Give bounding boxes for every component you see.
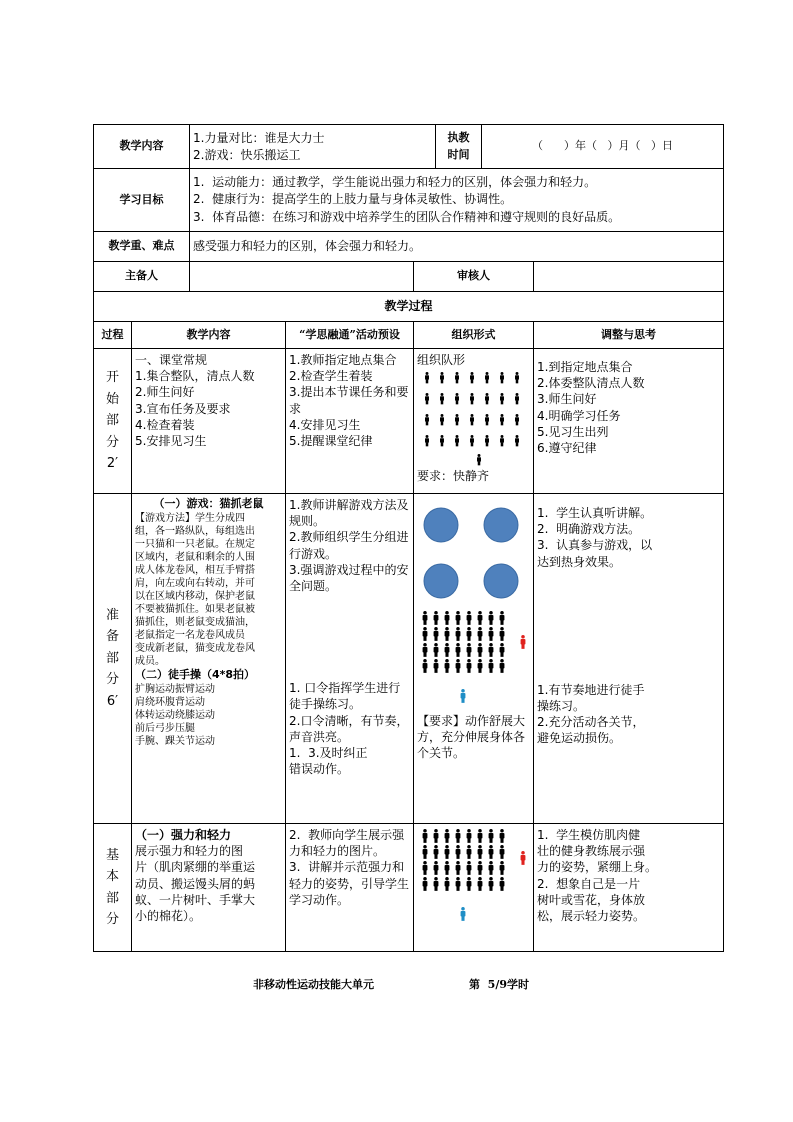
reviewer-label: 审核人	[414, 262, 534, 292]
student-figure	[500, 829, 505, 843]
student-figure	[423, 627, 428, 641]
student-figure	[440, 393, 444, 404]
process-title: 教学过程	[94, 292, 724, 322]
student-figure	[455, 414, 459, 425]
student-figure	[434, 829, 439, 843]
student-figure	[467, 829, 472, 843]
student-figure	[434, 845, 439, 859]
prep-reflection: 1. 学生认真听讲解。 2. 明确游戏方法。 3. 认真参与游戏，以 达到热身效果。 1.有节奏地进行徒手 操练习。 2.充分活动各关节， 避免运动损伤。	[534, 494, 724, 824]
student-figure	[489, 861, 494, 875]
student-figure	[445, 643, 450, 657]
prep-content	[132, 494, 286, 824]
footer-lesson: 第 5/9学时	[469, 978, 529, 991]
student-figure	[515, 414, 519, 425]
exercise-formation-diagram	[417, 609, 534, 713]
prep-activity: 1.教师讲解游戏方法及 规则。 2.教师组织学生分组进 行游戏。 3.强调游戏过程中的安 全问题。 1. 口令指挥学生进行 徒手操练习。 2.口令清晰，有节奏， 声音洪亮。 1. 3.及时纠正 错误动作。	[286, 494, 414, 824]
student-figure	[478, 861, 483, 875]
key-label: 教学重、难点	[94, 232, 190, 262]
game-area-circle	[484, 564, 518, 598]
stage-prep: 准 备 部 分 6′	[94, 494, 132, 824]
student-figure	[423, 861, 428, 875]
student-figure	[515, 435, 519, 446]
game-area-circle	[424, 508, 458, 542]
student-figure	[455, 435, 459, 446]
student-figure	[500, 861, 505, 875]
student-figure	[470, 435, 474, 446]
student-figure	[434, 611, 439, 625]
student-figure	[423, 643, 428, 657]
student-figure	[423, 829, 428, 843]
student-figure	[467, 611, 472, 625]
student-figure	[456, 877, 461, 891]
stage-start: 开 始 部 分 2′	[94, 349, 132, 494]
student-figure	[478, 627, 483, 641]
student-figure	[478, 829, 483, 843]
goals-label: 学习目标	[94, 169, 190, 232]
student-figure	[485, 414, 489, 425]
lesson-plan-table	[93, 124, 724, 952]
author-value	[190, 262, 414, 292]
student-figure	[470, 414, 474, 425]
start-organization	[414, 349, 534, 494]
game-title: （一）游戏：猫抓老鼠	[153, 497, 264, 510]
game-rules: 【游戏方法】学生分成四 组，各一路纵队，每组选出 一只猫和一只老鼠。在规定 区域内，老鼠和剩余的人围 成人体龙卷风，相互手臂搭 肩，向左或向右转动，并可 以在区域内移动，保护老鼠 不要被猫抓住。如果老鼠被 猫抓住，则老鼠变成猫油， 老鼠指定一名龙卷风成员 变成新老鼠，猫变成龙卷风 成员。	[135, 512, 255, 667]
student-figure	[478, 659, 483, 673]
student-figure	[489, 627, 494, 641]
student-figure	[445, 877, 450, 891]
basic-reflection: 1. 学生模仿肌肉健 壮的健身教练展示强 力的姿势，紧绷上身。 2. 想象自己是一片 树叶或雪花，身体放 松，展示轻力姿势。	[534, 824, 724, 952]
student-figure	[500, 611, 505, 625]
student-figure	[500, 877, 505, 891]
student-figure	[500, 643, 505, 657]
student-figure	[456, 643, 461, 657]
reviewer-value	[534, 262, 724, 292]
student-figure	[456, 861, 461, 875]
prep-org-requirement: 【要求】动作舒展大 方，充分伸展身体各 个关节。	[417, 714, 526, 761]
student-figure	[500, 372, 504, 383]
student-figure	[500, 435, 504, 446]
student-figure	[470, 393, 474, 404]
org-title: 组织队形	[417, 353, 466, 367]
student-figure	[500, 659, 505, 673]
start-content: 一、课堂常规 1.集合整队，清点人数 2.师生问好 3.宣布任务及要求 4.检查着装 5.安排见习生	[132, 349, 286, 494]
student-figure	[440, 435, 444, 446]
student-figure	[425, 414, 429, 425]
student-figure	[500, 627, 505, 641]
student-figure	[445, 861, 450, 875]
student-figure	[434, 627, 439, 641]
student-figure	[467, 643, 472, 657]
basic-organization	[414, 824, 534, 952]
student-figure	[434, 877, 439, 891]
game-area-circle	[424, 564, 458, 598]
student-figure	[478, 611, 483, 625]
student-figure	[456, 829, 461, 843]
col-content: 教学内容	[132, 322, 286, 349]
student-figure	[434, 861, 439, 875]
student-figure	[434, 659, 439, 673]
col-stage: 过程	[94, 322, 132, 349]
student-figure	[445, 845, 450, 859]
student-figure	[500, 414, 504, 425]
basic-content-title: （一）强力和轻力	[135, 828, 232, 842]
student-figure	[470, 372, 474, 383]
student-figure	[500, 393, 504, 404]
student-figure	[478, 845, 483, 859]
student-figure	[489, 659, 494, 673]
teacher-figure-blue	[461, 907, 466, 921]
student-figure	[456, 845, 461, 859]
goals-list: 1. 运动能力：通过教学，学生能说出强力和轻力的区别，体会强力和轻力。 2. 健康行为：提高学生的上肢力量与身体灵敏性、协调性。 3. 体育品德：在练习和游戏中培养学生的团队合作精神和遵守规则的良好品质。	[190, 169, 724, 232]
student-figure	[489, 829, 494, 843]
student-figure	[478, 643, 483, 657]
teacher-figure-red	[521, 635, 526, 649]
lesson-plan-page	[93, 124, 723, 991]
student-figure	[445, 611, 450, 625]
student-figure	[455, 393, 459, 404]
student-figure	[425, 372, 429, 383]
student-figure	[456, 659, 461, 673]
student-figure	[440, 372, 444, 383]
student-figure	[478, 877, 483, 891]
student-figure	[467, 627, 472, 641]
student-figure	[485, 435, 489, 446]
formation-diagram	[417, 368, 534, 468]
date-field: （ ）年（ ）月（ ）日	[482, 125, 724, 169]
student-figure	[456, 611, 461, 625]
student-figure	[425, 393, 429, 404]
student-figure	[423, 877, 428, 891]
org-requirement: 要求：快静齐	[417, 469, 490, 484]
student-figure	[500, 845, 505, 859]
student-figure	[445, 659, 450, 673]
exercise-list: 扩胸运动振臂运动 肩绕环腹背运动 体转运动绕膝运动 前后弓步压腿 手腕、踝关节运动	[135, 683, 215, 747]
student-figure	[440, 414, 444, 425]
student-figure	[467, 877, 472, 891]
teacher-figure-red	[521, 851, 526, 865]
student-figure	[423, 845, 428, 859]
exercise-title: （二）徒手操（4*8拍）	[135, 667, 256, 681]
footer-unit: 非移动性运动技能大单元	[253, 978, 374, 991]
student-figure	[423, 659, 428, 673]
student-figure	[455, 372, 459, 383]
start-activity: 1.教师指定地点集合 2.检查学生着装 3.提出本节课任务和要 求 4.安排见习生 5.提醒课堂纪律	[286, 349, 414, 494]
student-figure	[515, 393, 519, 404]
student-figure	[489, 845, 494, 859]
prep-organization	[414, 494, 534, 824]
student-figure	[485, 393, 489, 404]
col-activity: “学思融通”活动预设	[286, 322, 414, 349]
student-figure	[445, 829, 450, 843]
student-figure	[485, 372, 489, 383]
content-lines: 1.力量对比：谁是大力士 2.游戏：快乐搬运工	[190, 125, 436, 169]
game-circles-diagram	[419, 497, 529, 609]
student-figure	[467, 861, 472, 875]
game-area-circle	[484, 508, 518, 542]
student-figure	[489, 877, 494, 891]
teacher-figure-blue	[461, 689, 466, 703]
author-label: 主备人	[94, 262, 190, 292]
student-figure	[425, 435, 429, 446]
student-figure	[423, 611, 428, 625]
student-figure	[489, 643, 494, 657]
student-figure	[434, 643, 439, 657]
basic-activity: 2. 教师向学生展示强 力和轻力的图片。 3. 讲解并示范强力和 轻力的姿势，引导学生 学习动作。	[286, 824, 414, 952]
col-organization: 组织形式	[414, 322, 534, 349]
basic-formation-diagram	[417, 827, 534, 931]
basic-content: （一）强力和轻力 展示强力和轻力的图 片（肌肉紧绷的举重运 动员、搬运馒头屑的蚂 蚁、一片树叶、手掌大 小的棉花）。	[132, 824, 286, 952]
student-figure	[515, 372, 519, 383]
student-figure	[456, 627, 461, 641]
start-reflection: 1.到指定地点集合 2.体委整队清点人数 3.师生问好 4.明确学习任务 5.见习生出列 6.遵守纪律	[534, 349, 724, 494]
content-label: 教学内容	[94, 125, 190, 169]
teacher-figure	[477, 454, 481, 465]
student-figure	[489, 611, 494, 625]
time-label: 执教 时间	[436, 125, 482, 169]
student-figure	[467, 845, 472, 859]
stage-basic: 基 本 部 分	[94, 824, 132, 952]
key-text: 感受强力和轻力的区别，体会强力和轻力。	[190, 232, 724, 262]
col-reflection: 调整与思考	[534, 322, 724, 349]
student-figure	[445, 627, 450, 641]
student-figure	[467, 659, 472, 673]
